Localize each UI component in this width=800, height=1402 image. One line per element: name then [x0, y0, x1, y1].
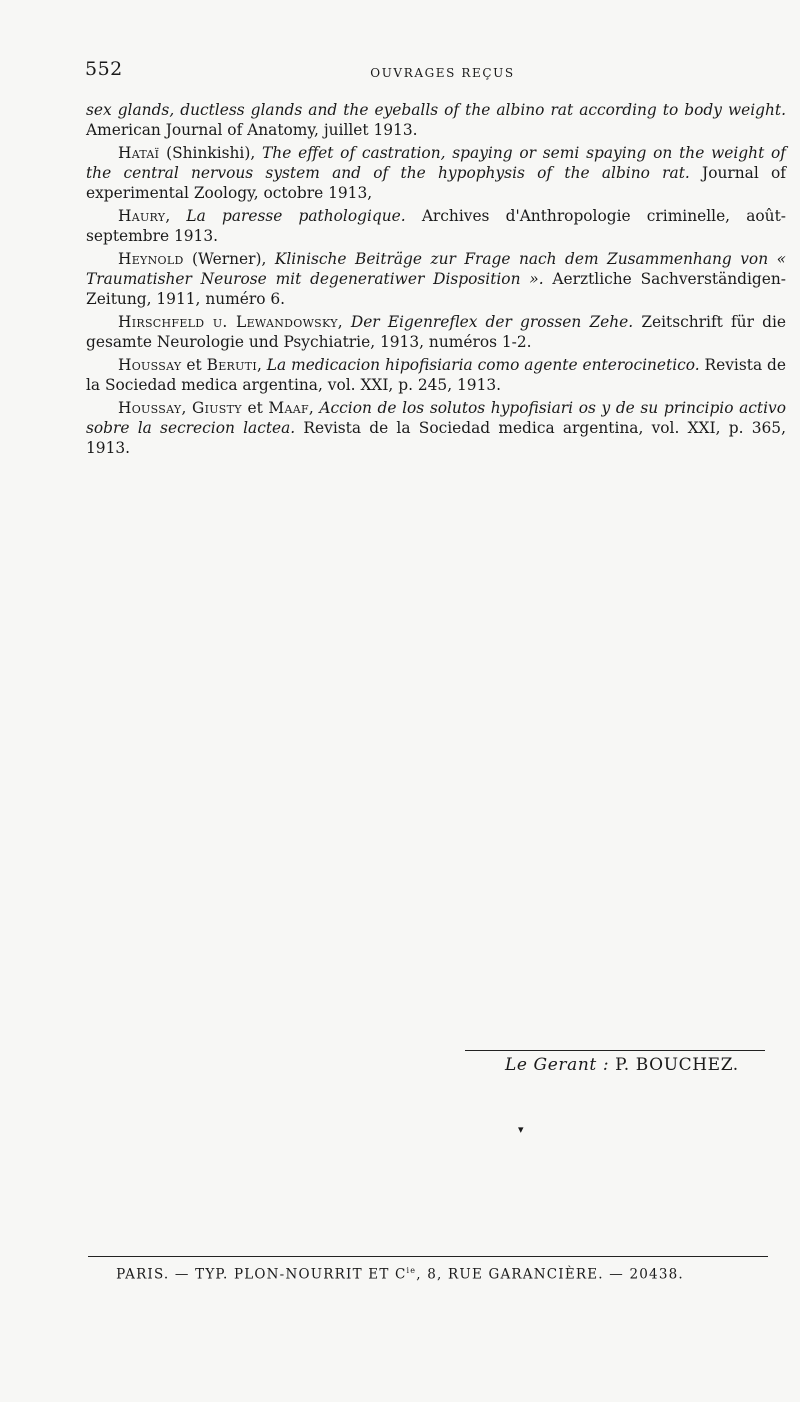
imprint-rule [88, 1256, 768, 1257]
entry-author-extra: , [181, 399, 192, 417]
entry-details: American Journal of Anatomy, juillet 1913. [86, 121, 418, 139]
entry-author-2: Beruti [206, 356, 257, 374]
imprint-right: , 8, RUE GARANCIÈRE. — 20438. [416, 1266, 684, 1283]
gerant-signature [505, 1055, 739, 1075]
ornament-icon: ▾ [518, 1123, 524, 1136]
entry-author-extra: , [337, 313, 351, 331]
bibliography-entry [86, 143, 786, 203]
entry-author-extra: (Shinkishi), [159, 144, 263, 162]
entry-author: Haury [118, 207, 166, 225]
entry-author: Hataï [118, 144, 160, 162]
entry-title: La paresse pathologique. [186, 207, 406, 225]
entry-author-2: Giusty [191, 399, 242, 417]
bibliography-entry [86, 398, 786, 458]
bibliography-entry [86, 249, 786, 309]
entry-title: The effet of castration, spaying or semi spaying on the weight of the central nervous system and of the hypophysis of the albino rat. [86, 144, 786, 182]
bibliography-list [86, 100, 786, 461]
entry-title: Klinische Beiträge zur Frage nach dem Zusammenhang von « Traumatisher Neurose mit degeneratiwer Disposition ». [86, 250, 786, 288]
gerant-name: P. BOUCHEZ. [609, 1055, 739, 1075]
entry-author: Hirschfeld u. Lewandowsky [118, 313, 338, 331]
bibliography-entry [86, 355, 786, 395]
entry-details: Zeitschrift für die gesamte Neurologie und Psychiatrie, 1913, numéros 1-2. [86, 313, 786, 351]
entry-author-extra: et [181, 356, 207, 374]
gerant-label: Le Gerant : [505, 1055, 610, 1075]
entry-title: La medicacion hipofisiaria como agente enterocinetico. [266, 356, 700, 374]
bibliography-entry [86, 100, 786, 140]
entry-details: Revista de la Sociedad medica argentina, vol. XXI, p. 245, 1913. [86, 356, 786, 394]
page-number: 552 [85, 58, 123, 80]
entry-author: Houssay [118, 356, 182, 374]
imprint-left: PARIS. — TYP. PLON-NOURRIT ET C [116, 1266, 407, 1283]
entry-details: Archives d'Anthropologie criminelle, août-septembre 1913. [86, 207, 786, 245]
entry-author-extra: , [165, 207, 187, 225]
entry-author-3: Maaf [268, 399, 309, 417]
entry-author-2-extra: , [256, 356, 267, 374]
bibliography-entry [86, 206, 786, 246]
entry-details: Aerztliche Sachverständigen-Zeitung, 1911, numéro 6. [86, 270, 786, 308]
entry-details: Revista de la Sociedad medica argentina, vol. XXI, p. 365, 1913. [86, 419, 786, 457]
entry-details: Journal of experimental Zoology, octobre 1913, [86, 164, 786, 202]
entry-author-2-extra: et [241, 399, 269, 417]
entry-author-extra: (Werner), [183, 250, 275, 268]
running-head: OUVRAGES REÇUS [370, 66, 515, 80]
entry-title: Der Eigenreflex der grossen Zehe. [350, 313, 634, 331]
gerant-rule [465, 1050, 765, 1051]
entry-title: Accion de los solutos hypofisiari os y de su principio activo sobre la secrecion lactea. [86, 399, 786, 437]
bibliography-entry [86, 312, 786, 352]
entry-title: sex glands, ductless glands and the eyeballs of the albino rat according to body weight. [86, 101, 786, 119]
entry-author-3-extra: , [308, 399, 320, 417]
entry-author: Houssay [118, 399, 182, 417]
printer-imprint [0, 1266, 800, 1283]
entry-author: Heynold [118, 250, 184, 268]
imprint-superscript: ie [406, 1266, 417, 1275]
